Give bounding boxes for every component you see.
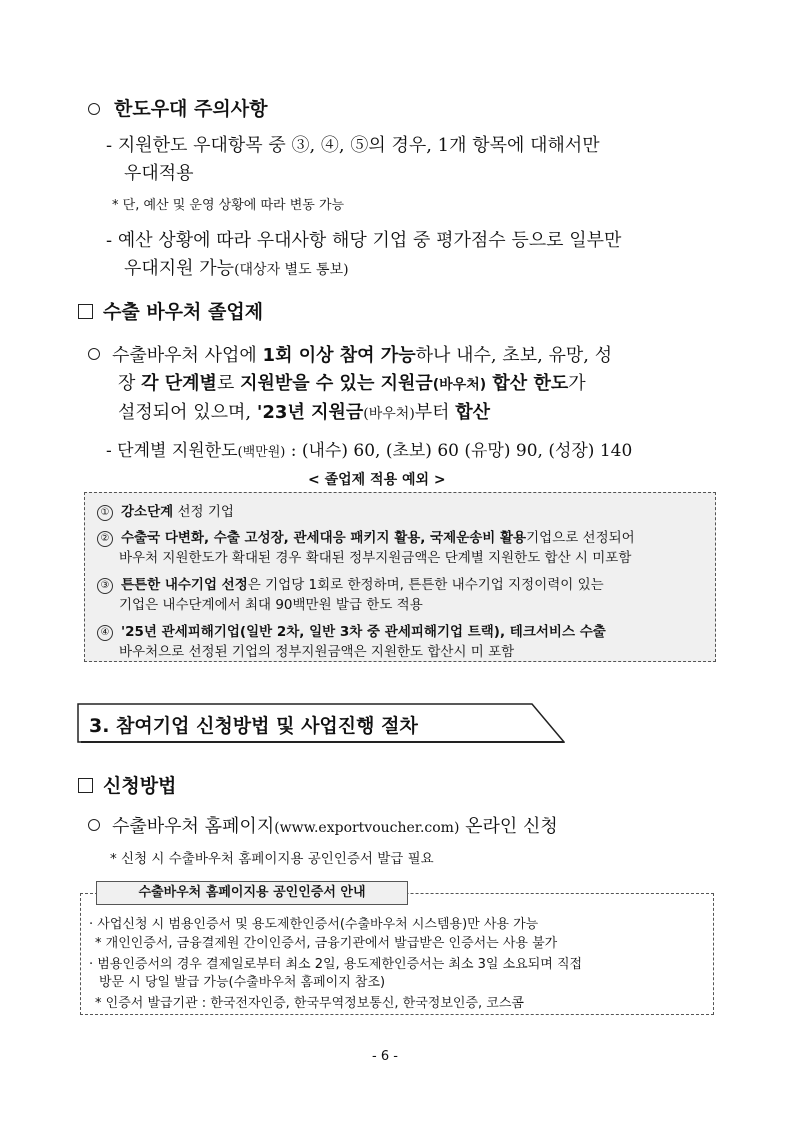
priority-item-2: - 예산 상황에 따라 우대사항 해당 기업 중 평가점수 등으로 일부만: [106, 230, 622, 251]
square-bullet-icon: [78, 778, 93, 793]
square-bullet-icon: [78, 304, 93, 319]
apply-note: * 신청 시 수출바우처 홈페이지용 공인인증서 발급 필요: [110, 851, 434, 867]
exception-item-3: ③ 튼튼한 내수기업 선정은 기업당 1회로 한정하며, 튼튼한 내수기업 지정이력이 있는: [97, 573, 604, 594]
apply-para: 수출바우처 홈페이지(www.exportvoucher.com) 온라인 신청: [88, 812, 558, 838]
exception-item-3-cont: 기업은 내수단계에서 최대 90백만원 발급 한도 적용: [119, 597, 423, 613]
exceptions-box: [84, 492, 716, 662]
certificate-notice-title: 수출바우처 홈페이지용 공인인증서 안내: [96, 881, 408, 905]
section-3-banner: [77, 703, 565, 743]
exceptions-title: < 졸업제 적용 예외 >: [308, 472, 446, 488]
priority-item-2-cont: 우대지원 가능(대상자 별도 통보): [124, 258, 349, 279]
apply-heading: 신청방법: [78, 771, 176, 798]
certificate-notice-box: [80, 893, 714, 1015]
priority-note: * 단, 예산 및 운영 상황에 따라 변동 가능: [112, 198, 345, 213]
circle-bullet-icon: [88, 819, 100, 831]
graduation-heading: 수출 바우처 졸업제: [78, 297, 263, 324]
notice-line-4: 방문 시 당일 발급 가능(수출바우처 홈페이지 참조): [99, 975, 386, 990]
notice-line-5: * 인증서 발급기관 : 한국전자인증, 한국무역정보통신, 한국정보인증, 코스콤: [95, 996, 524, 1011]
priority-item-1-cont: 우대적용: [124, 163, 194, 184]
priority-heading: 한도우대 주의사항: [88, 94, 267, 121]
notice-line-1: · 사업신청 시 범용인증서 및 용도제한인증서(수출바우처 시스템용)만 사용 가능: [89, 917, 539, 932]
graduation-para-line-2: 장 각 단계별로 지원받을 수 있는 지원금(바우처) 합산 한도가: [118, 373, 586, 394]
exception-item-2: ② 수출국 다변화, 수출 고성장, 관세대응 패키지 활용, 국제운송비 활용기업으로 선정되어: [97, 526, 635, 547]
exception-item-2-cont: 바우처 지원한도가 확대된 경우 확대된 정부지원금액은 단계별 지원한도 합산 시 미포함: [119, 550, 632, 566]
notice-line-2: * 개인인증서, 금융결제원 간이인증서, 금융기관에서 발급받은 인증서는 사용 불가: [95, 936, 558, 951]
exception-item-4: ④ '25년 관세피해기업(일반 2차, 일반 3차 중 관세피해기업 트랙), 테크서비스 수출: [97, 620, 606, 641]
exception-item-4-cont: 바우처으로 선정된 기업의 정부지원금액은 지원한도 합산시 미 포함: [119, 644, 515, 660]
page-number: - 6 -: [372, 1049, 398, 1064]
notice-line-3: · 범용인증서의 경우 결제일로부터 최소 2일, 용도제한인증서는 최소 3일 소요되며 직접: [89, 957, 583, 972]
priority-item-1: - 지원한도 우대항목 중 ③, ④, ⑤의 경우, 1개 항목에 대해서만: [106, 135, 600, 156]
exception-item-1: ① 강소단계 선정 기업: [97, 500, 234, 521]
graduation-limits: - 단계별 지원한도(백만원) : (내수) 60, (초보) 60 (유망) 90, (성장) 140: [106, 441, 633, 461]
circle-bullet-icon: [88, 348, 100, 360]
section-3-title: 3. 참여기업 신청방법 및 사업진행 절차: [89, 715, 418, 737]
circle-bullet-icon: [88, 103, 100, 115]
graduation-para-line-3: 설정되어 있으며, '23년 지원금(바우처)부터 합산: [118, 402, 491, 423]
graduation-para-line-1: 수출바우처 사업에 1회 이상 참여 가능하나 내수, 초보, 유망, 성: [88, 341, 612, 367]
